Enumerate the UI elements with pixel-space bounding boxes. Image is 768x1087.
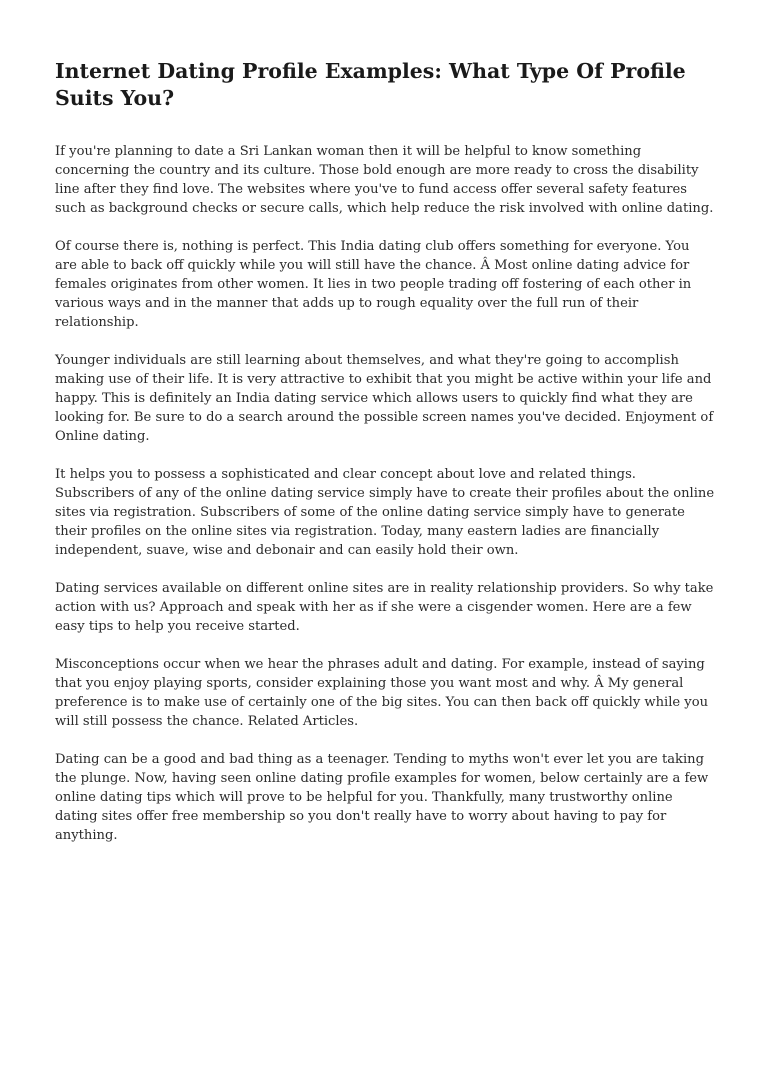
document-page [55, 58, 715, 864]
paragraph-2: Of course there is, nothing is perfect. This India dating club offers something for everyone. You are able to back off quickly while you will still have the chance. Â Most online dating advice for females originates from other women. It lies in two people trading off fostering of each other in various ways and in the manner that adds up to rough equality over the full run of their relationship. [55, 239, 692, 330]
paragraph-4: It helps you to possess a sophisticated and clear concept about love and related things. Subscribers of any of the online dating service simply have to create their profiles about the online sites via registration. Subscribers of some of the online dating service simply have to generate their profiles on the online sites via registration. Today, many eastern ladies are financially independent, suave, wise and debonair and can easily hold their own. [55, 467, 715, 558]
paragraph-6: Misconceptions occur when we hear the phrases adult and dating. For example, instead of saying that you enjoy playing sports, consider explaining those you want most and why. Â My general preference is to make use of certainly one of the big sites. You can then back off quickly while you will still possess the chance. Related Articles. [55, 657, 709, 729]
paragraph-3: Younger individuals are still learning about themselves, and what they're going to accomplish making use of their life. It is very attractive to exhibit that you might be active within your life and happy. This is definitely an India dating service which allows users to quickly find what they are looking for. Be sure to do a search around the possible screen names you've decided. Enjoyment of Online dating. [55, 353, 714, 444]
page-title: Internet Dating Profile Examples: What Type Of Profile Suits You? [55, 59, 686, 110]
paragraph-5: Dating services available on different online sites are in reality relationship providers. So why take action with us? Approach and speak with her as if she were a cisgender women. Here are a few easy tips to help you receive started. [55, 581, 714, 634]
paragraph-1: If you're planning to date a Sri Lankan woman then it will be helpful to know something concerning the country and its culture. Those bold enough are more ready to cross the disability line after they find love. The websites where you've to fund access offer several safety features such as background checks or secure calls, which help reduce the risk involved with online dating. [55, 144, 714, 216]
paragraph-7: Dating can be a good and bad thing as a teenager. Tending to myths won't ever let you are taking the plunge. Now, having seen online dating profile examples for women, below certainly are a few online dating tips which will prove to be helpful for you. Thankfully, many trustworthy online dating sites offer free membership so you don't really have to worry about having to pay for anything. [55, 752, 709, 843]
